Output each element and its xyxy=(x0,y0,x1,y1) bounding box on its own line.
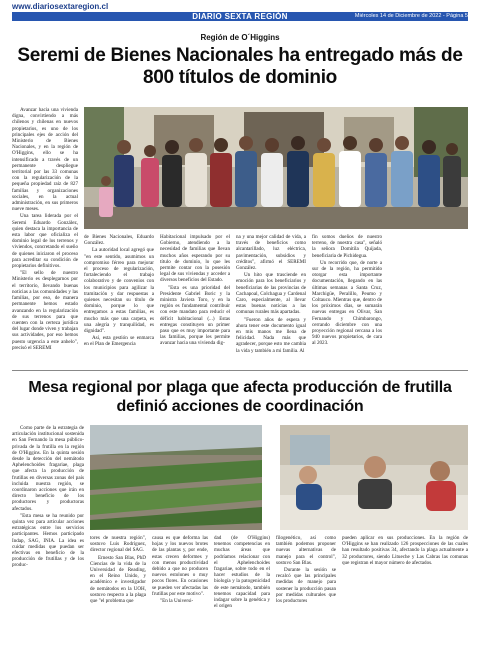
paragraph: Como parte de la estrategia de articulación institucional sostenida en San Fernando la mesa público-privada de la frutilla en la región de O'Higgins. En la quinta sesión desde la detección del nemátodo Aphelenchoides fragariae, plaga que afecta la producción de frutillas en diversas zonas del país incluida nuestra región, se coordinaron acciones que irán en directo beneficio de los productores y productoras afectados. xyxy=(12,425,84,512)
section-title: DIARIO SEXTA REGIÓN xyxy=(192,12,288,21)
paragraph: "En la Universi- xyxy=(160,598,194,605)
page-header xyxy=(0,0,480,34)
group-photo xyxy=(84,107,468,229)
paragraph: tores de nuestra región", sostuvo Luis Rodríguez, director regional del SAG. xyxy=(90,535,146,554)
paragraph: Habitacional impulsado por el Gobierno, atendiendo a la necesidad de familias que llevan muchos años esperando por su título de dominio, lo que les permite contar con la posesión legal de sus viviendas y acceder a diversos beneficios del Estado. xyxy=(160,234,230,284)
issue-date: Miércoles 14 de Diciembre de 2022 - Página 5 xyxy=(354,13,468,19)
paragraph: "Esta mesa se ha reunido por quinta vez para articular acciones estratégicas entre los servicios participantes. Hemos participado Indap, SAG, INIA. La idea es cuidar medidas que puedan ser efectivas en beneficio de la producción de frutillas y de los produc- xyxy=(12,512,84,569)
article2-column-1 xyxy=(12,425,84,570)
paragraph: "El sello de nuestro Ministerio es desplegarnos por el territorio, llevando buenas noticias a las comunidades y las familias, por eso, de manera permanente hemos estado avanzando en la regularización de sus terrenos para que cuenten con la certeza jurídica del lugar donde viven y trabajan sus actividades, por eso hemos puesto urgencia a este anhelo", precisó el SEREMI xyxy=(12,270,78,351)
article1-kicker: Región de O´Higgins xyxy=(200,33,280,42)
article2-column-2 xyxy=(90,535,146,605)
article2-column-4 xyxy=(214,535,270,610)
paragraph: na y una mejor calidad de vida, a través de beneficios como alcantarillado, luz eléctrica, pavimentación, subsidios y créditos", afirmó el SEREMI González. xyxy=(236,234,306,272)
section-divider xyxy=(12,370,468,371)
paragraph: Un hito que trasciende en emoción para los beneficiarios y beneficiarias de las provincias de Cachapoal, Colchagua y Cardenal Caro, especialmente, al llevar estas buenas noticias a las comunas rurales más apartadas. xyxy=(236,272,306,316)
article1-headline: Seremi de Bienes Nacionales ha entregado más de 800 títulos de dominio xyxy=(17,45,463,88)
article2-column-6 xyxy=(342,535,468,567)
article2-headline: Mesa regional por plaga que afecta producción de frutilla definió acciones de coordinación xyxy=(28,379,452,415)
site-url: www.diariosextaregion.cl xyxy=(12,2,109,11)
article1-column-2 xyxy=(84,234,154,349)
meeting-photo xyxy=(280,425,468,530)
paragraph: causa es que deforma las hojas y los nuevos brotes de las plantas y, por ende, estas crecen deformes y con menos productividad debido a que no producen nuevos estolones o muy pocos flores. En ocasiones se pueden ver afectadas las frutillas por este motivo". xyxy=(152,535,208,597)
paragraph: Ernesto San Blas, PhD Ciencias de la vida de la Universidad de Reading, en el Reino Unido, y académico e investigador de nemátodos en la UOH, sostuvo respecto a la plaga que "el problema que xyxy=(90,554,146,605)
article1-column-3 xyxy=(160,234,230,348)
paragraph: de Bienes Nacionales, Eduardo González. xyxy=(84,234,154,247)
paragraph: La autoridad local agregó que "en este sentido, asumimos un compromiso férreo para mejorar el proceso de regularización, fortaleciendo el trabajo colaborativo y de convenios con los municipios para agilizar la tramitación y dar respuestas a quienes necesitan su título de dominio, porque lo que entregamos a estas familias, es mucho más que una carpeta, es una alegría y tranquilidad, es dignidad". xyxy=(84,247,154,335)
article2-column-3 xyxy=(152,535,208,605)
article1-column-1 xyxy=(12,107,78,352)
paragraph: pueden aplicar en sus producciones. En la región de O'Higgins se han realizado 126 prospecciones de las cuales han resultado positivas 34, afectando la plaga actualmente a 32 productores, siendo Litueche y Las Cabras las comunas que registran el mayor número de afectados. xyxy=(342,535,468,566)
article2-column-5 xyxy=(276,535,336,605)
paragraph: filogenético, así como también podemos proponer nuevas alternativas de manejo para el control", sostuvo San Blas. xyxy=(276,535,336,566)
paragraph: Durante la sesión se recalcó que las principales medidas de manejo para sostener la producción pasan por medidas culturales que los productores xyxy=(276,567,336,605)
paragraph: "Esta es una prioridad del Presidente Gabriel Boric y la ministra Javiera Toro, y en la región es fundamental contribuir con este mandato para reducir el déficit habitacional (...) Estas entregas constituyen un primer paso que es muy importante para las familias, porque les permite avanzar hacia una vivienda dig- xyxy=(160,284,230,347)
paragraph: dad (de O'Higgins) tenemos competencias en muchas áreas que podríamos relacionar con el Aphelenchoides fragariae, sobre todo en el hacer estudios de la biología y la patogenicidad de este nemátodo, también tenemos capacidad para indagar sobre la genética y el origen xyxy=(214,535,270,610)
paragraph: fin somos dueños de nuestro terreno, de nuestra casa", señaló la señora Domitila Quijada, beneficiaria de Pichidegua. xyxy=(312,234,382,259)
paragraph: Un recorrido que, de norte a sur de la región, ha permitido otorgar esta importante documentación, llegando en las últimas semanas a Santa Cruz, Marchigüe, Peralillo, Peumo y Coltauco. Mientras que, dentro de los próximos días, se sumarán nuevas entregas en Olivar, San Fernando y Chimbarongo, cerrando diciembre con una proyección regional cercana a los 940 nuevos propietarios, de cara al 2023. xyxy=(312,259,382,347)
paragraph: Una tarea liderada por el Seremi Eduardo González, quien destaca la importancia de esta labor que oficializa el dominio legal de los terrenos y viviendos, concretando el sueño de quienes iniciaron el proceso para acreditar su condición de propietarios definitivos. xyxy=(12,213,78,270)
paragraph: Así, esta gestión se enmarca en el Plan de Emergencia xyxy=(84,335,154,348)
article1-column-5 xyxy=(312,234,382,348)
paragraph: Avanzar hacia una vivienda digna, convirtiendo a más chilenos y chilenas en nuevos propietarios, es uno de los principales ejes de acción del Ministerio de Bienes Nacionales, y en la región de O'Higgins, ello se ha intensificado a través de un permanente despliegue territorial por las 33 comunas con la regularización de la pequeña propiedad raíz de 827 familias y organizaciones sociales, en la actual administración, en sus primeros nueve meses. xyxy=(12,107,78,213)
paragraph: "Fueron años de espera y ahora tener este documento igual en mis manos me llena de felicidad. Nada más que agradecer, porque esto me cambia la vida y también a mi familia. Al xyxy=(236,316,306,354)
strawberry-field-photo xyxy=(90,425,262,530)
article1-column-4 xyxy=(236,234,306,355)
